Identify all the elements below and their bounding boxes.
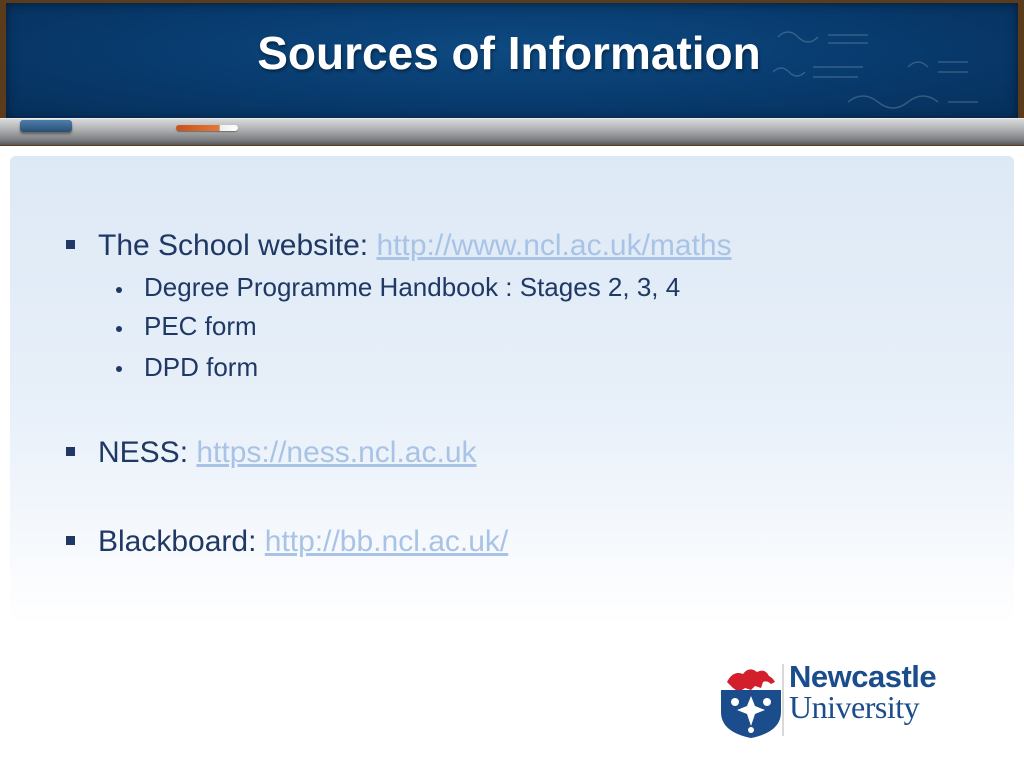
bullet-ness — [98, 435, 477, 471]
logo-university: University — [789, 689, 920, 725]
chalk-stick-icon — [176, 125, 238, 131]
bullet-square-icon — [66, 240, 75, 249]
bullet-square-icon — [66, 536, 75, 545]
bullet-text: Blackboard: — [98, 525, 265, 558]
ness-link[interactable]: https://ness.ncl.ac.uk — [196, 436, 477, 469]
logo-newcastle: Newcastle — [789, 659, 937, 694]
chalk-ledge — [0, 118, 1024, 145]
sub-bullet-dot-icon — [116, 366, 122, 372]
chalkboard-surface — [6, 3, 1018, 120]
school-website-link[interactable]: http://www.ncl.ac.uk/maths — [376, 229, 732, 262]
bullet-school-website — [98, 228, 732, 264]
blackboard-link[interactable]: http://bb.ncl.ac.uk/ — [264, 525, 509, 558]
header-chalkboard — [0, 0, 1024, 146]
logo-divider — [782, 664, 784, 736]
sub-bullet-dot-icon — [116, 287, 122, 293]
sub-item-dpd-form: DPD form — [144, 352, 259, 382]
bullet-square-icon — [66, 447, 75, 456]
sub-item-pec-form: PEC form — [144, 311, 257, 341]
sub-item-handbook: Degree Programme Handbook : Stages 2, 3, 4 — [144, 272, 681, 302]
eraser-icon — [20, 120, 72, 132]
university-crest-icon — [721, 662, 781, 738]
bullet-text: The School website: — [98, 229, 377, 262]
bullet-text: NESS: — [98, 436, 197, 469]
bullet-blackboard — [98, 524, 508, 560]
slide-title: Sources of Information — [257, 27, 761, 79]
sub-bullet-dot-icon — [116, 326, 122, 332]
